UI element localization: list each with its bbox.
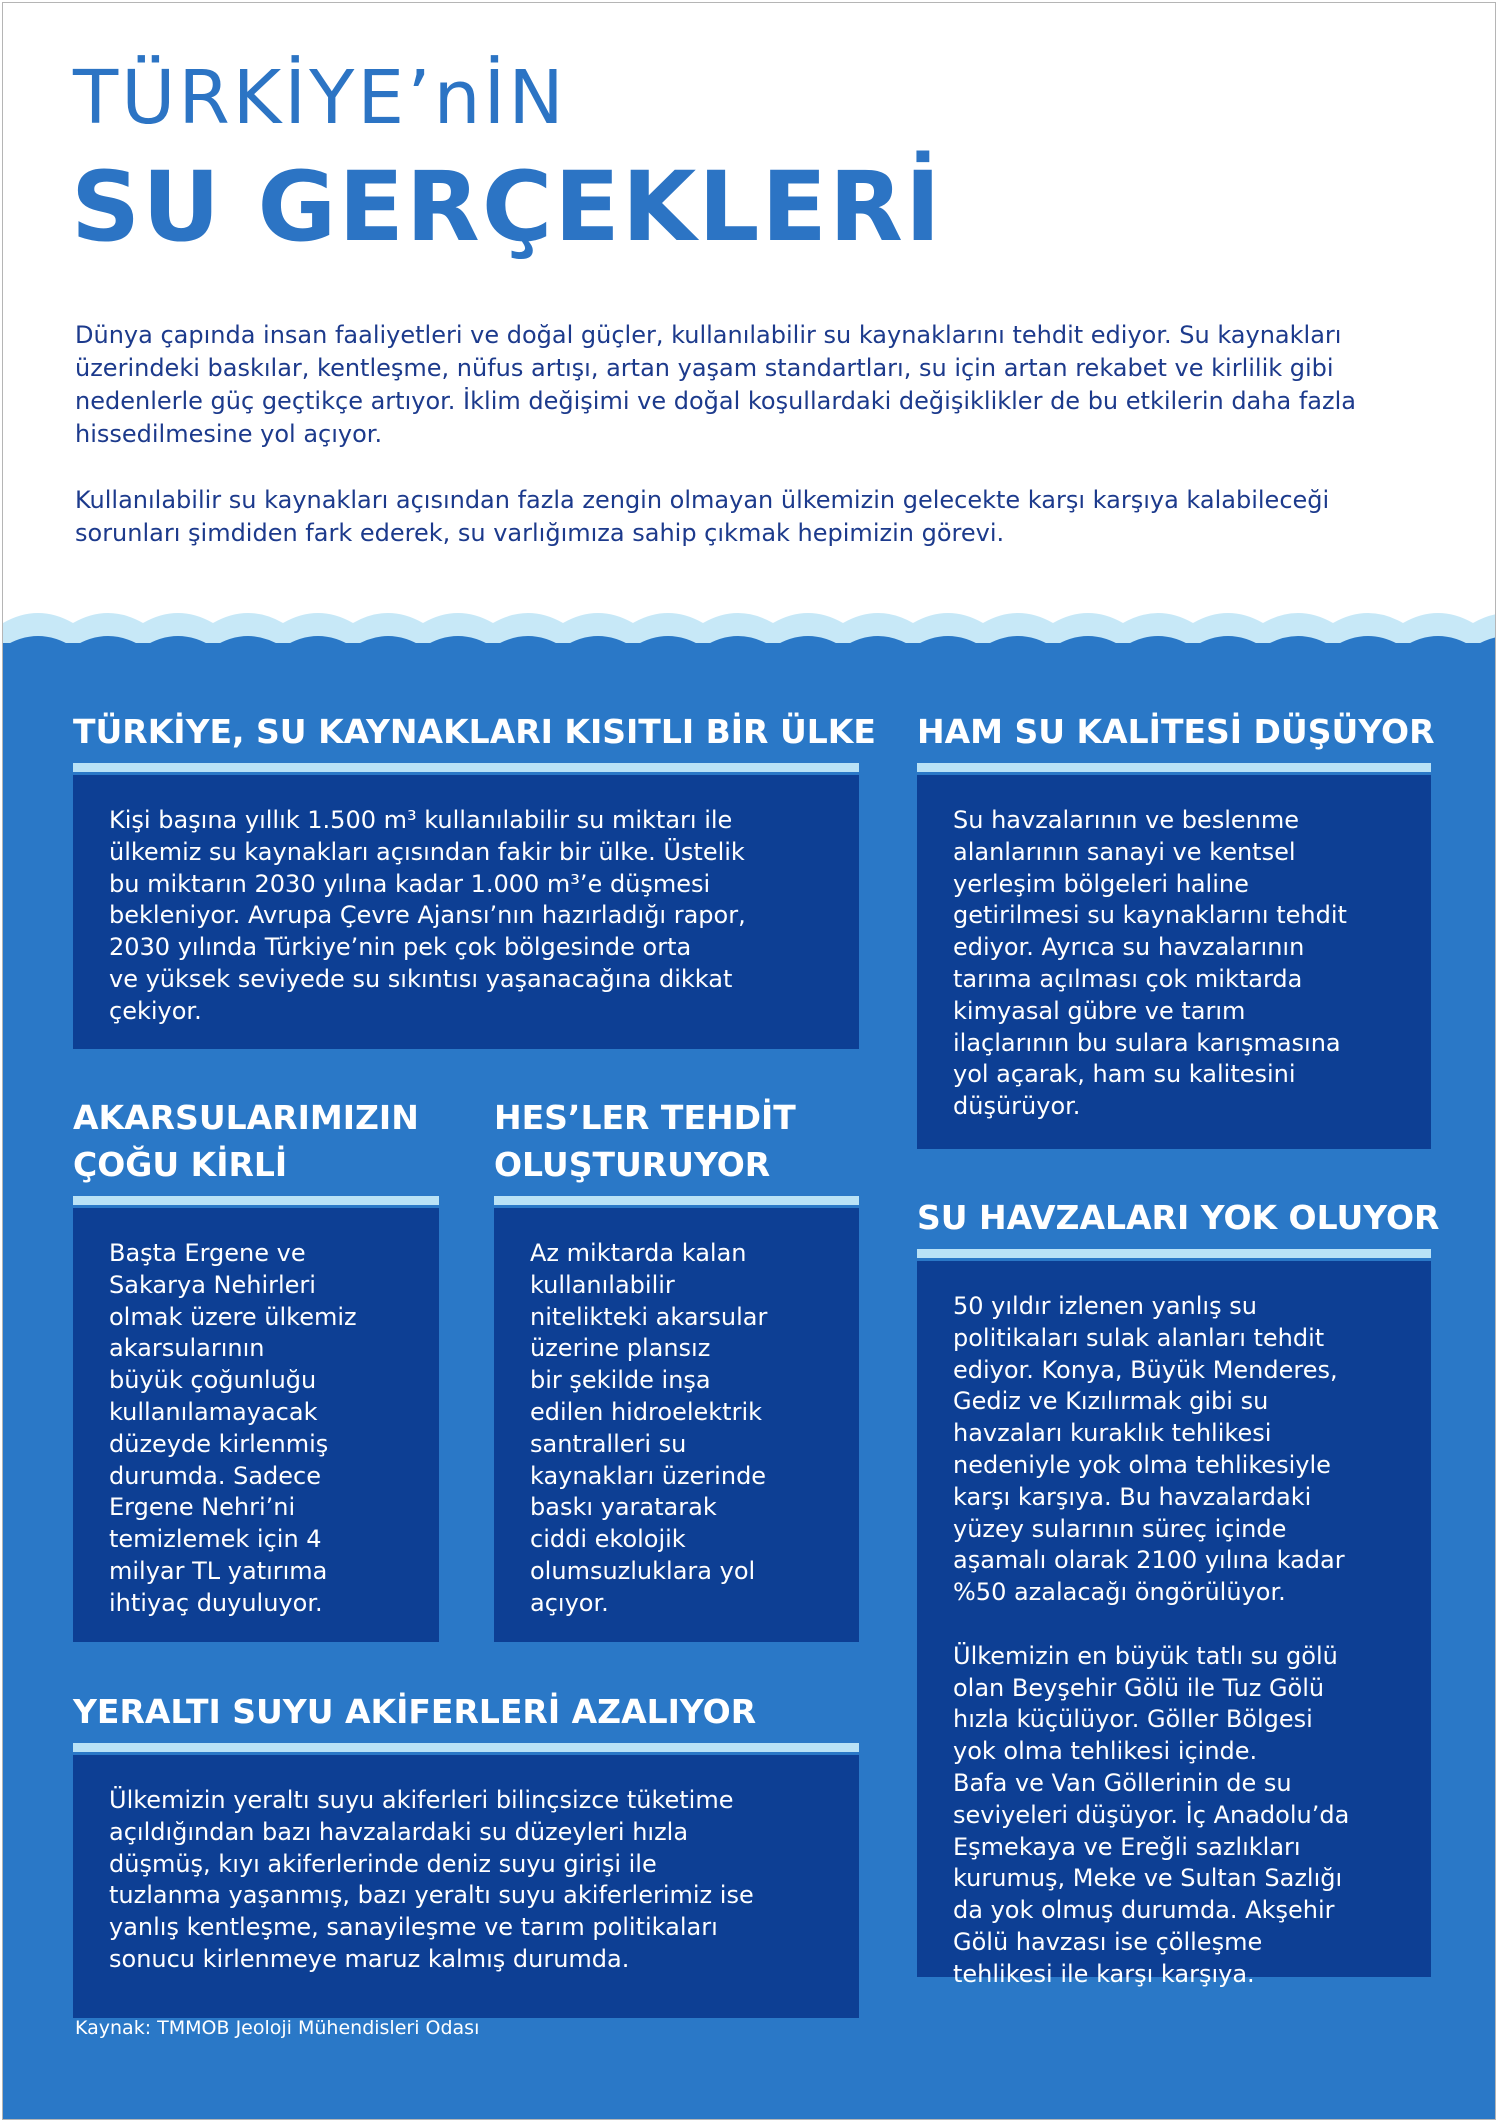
heading-hes-line-2: OLUŞTURUYOR: [494, 1145, 771, 1184]
title-line-2: SU GERÇEKLERİ: [71, 151, 943, 263]
heading-basins: SU HAVZALARI YOK OLUYOR: [917, 1198, 1440, 1237]
box-rivers: [73, 1208, 439, 1642]
intro-text: [75, 319, 1415, 583]
intro-paragraph-1: Dünya çapında insan faaliyetleri ve doğal güçler, kullanılabilir su kaynaklarını tehdit ediyor. Su kaynakları üzerindeki baskılar, kentleşme, nüfus artışı, artan yaşam standartları, su için artan rekabet ve kirlilik gibi nedenlerle güç geçtikçe artıyor. İklim değişimi ve doğal koşullardaki değişiklikler de bu etkilerin daha fazla hissedilmesine yol açıyor.: [75, 321, 1356, 448]
box-groundwater-text: Ülkemizin yeraltı suyu akiferleri bilinçsizce tüketime açıldığından bazı havzalardaki su düzeyleri hızla düşmüş, kıyı akiferlerinde deniz suyu girişi ile tuzlanma yaşanmış, bazı yeraltı suyu akiferlerimiz ise yanlış kentleşme, sanayileşme ve tarım politikaları sonucu kirlenmeye maruz kalmış durumda.: [109, 1786, 754, 1973]
box-turkey-text: Kişi başına yıllık 1.500 m³ kullanılabilir su miktarı ile ülkemiz su kaynakları açısından fakir bir ülke. Üstelik bu miktarın 2030 yılına kadar 1.000 m³’e düşmesi bekleniyor. Avrupa Çevre Ajansı’nın hazırladığı rapor, 2030 yılında Türkiye’nin pek çok bölgesinde orta ve yüksek seviyede su sıkıntısı yaşanacağına dikkat çekiyor.: [109, 806, 746, 1025]
heading-turkey: TÜRKİYE, SU KAYNAKLARI KISITLI BİR ÜLKE: [73, 712, 876, 751]
heading-raw-water: HAM SU KALİTESİ DÜŞÜYOR: [917, 712, 1435, 751]
heading-hes-line-1: HES’LER TEHDİT: [494, 1098, 796, 1137]
heading-bar-rivers: [73, 1196, 439, 1205]
box-basins-text: 50 yıldır izlenen yanlış su politikaları sulak alanları tehdit ediyor. Konya, Büyük Menderes, Gediz ve Kızılırmak gibi su havzaları kuraklık tehlikesi nedeniyle yok olma tehlikesiyle karşı karşıya. Bu havzalardaki yüzey sularının süreç içinde aşamalı olarak 2100 yılına kadar %50 azalacağı öngörülüyor. Ülkemizin en büyük tatlı su gölü olan Beyşehir Gölü ile Tuz Gölü hızla küçülüyor. Göller Bölgesi yok olma tehlikesi içinde. Bafa ve Van Göllerinin de su seviyeleri düşüyor. İç Anadolu’da Eşmekaya ve Ereğli sazlıkları kurumuş, Meke ve Sultan Sazlığı da yok olmuş durumda. Akşehir Gölü havzası ise çölleşme tehlikesi ile karşı karşıya.: [953, 1292, 1350, 1988]
box-hes-text: Az miktarda kalan kullanılabilir nitelikteki akarsular üzerine plansız bir şekilde inşa edilen hidroelektrik santralleri su kaynakları üzerinde baskı yaratarak ciddi ekolojik olumsuzluklara yol açıyor.: [530, 1239, 768, 1617]
infographic-page: [2, 2, 1496, 2120]
box-hes: [494, 1208, 859, 1642]
heading-bar-raw-water: [917, 763, 1431, 772]
box-raw-water: [917, 775, 1431, 1149]
heading-groundwater: YERALTI SUYU AKİFERLERİ AZALIYOR: [73, 1692, 757, 1731]
box-rivers-text: Başta Ergene ve Sakarya Nehirleri olmak üzere ülkemiz akarsularının büyük çoğunluğu kullanılamayacak düzeyde kirlenmiş durumda. Sadece Ergene Nehri’ni temizlemek için 4 milyar TL yatırıma ihtiyaç duyuluyor.: [109, 1239, 357, 1617]
box-basins: [917, 1261, 1431, 1988]
heading-bar-turkey: [73, 763, 859, 772]
box-turkey: [73, 775, 859, 1049]
title-line-1: TÜRKİYE’nİN: [73, 55, 567, 141]
heading-rivers-line-1: AKARSULARIMIZIN: [73, 1098, 419, 1137]
heading-rivers-line-2: ÇOĞU KİRLİ: [73, 1145, 288, 1184]
heading-bar-hes: [494, 1196, 859, 1205]
source-credit: Kaynak: TMMOB Jeoloji Mühendisleri Odası: [75, 2017, 480, 2039]
heading-bar-basins: [917, 1249, 1431, 1258]
intro-paragraph-2: Kullanılabilir su kaynakları açısından fazla zengin olmayan ülkemizin gelecekte karşı karşıya kalabileceği sorunları şimdiden fark ederek, su varlığımıza sahip çıkmak hepimizin görevi.: [75, 486, 1330, 547]
box-groundwater: [73, 1755, 859, 2018]
heading-bar-groundwater: [73, 1743, 859, 1752]
box-raw-water-text: Su havzalarının ve beslenme alanlarının sanayi ve kentsel yerleşim bölgeleri haline getirilmesi su kaynaklarını tehdit ediyor. Ayrıca su havzalarının tarıma açılması çok miktarda kimyasal gübre ve tarım ilaçlarının bu sulara karışmasına yol açarak, ham su kalitesini düşürüyor.: [953, 806, 1347, 1121]
